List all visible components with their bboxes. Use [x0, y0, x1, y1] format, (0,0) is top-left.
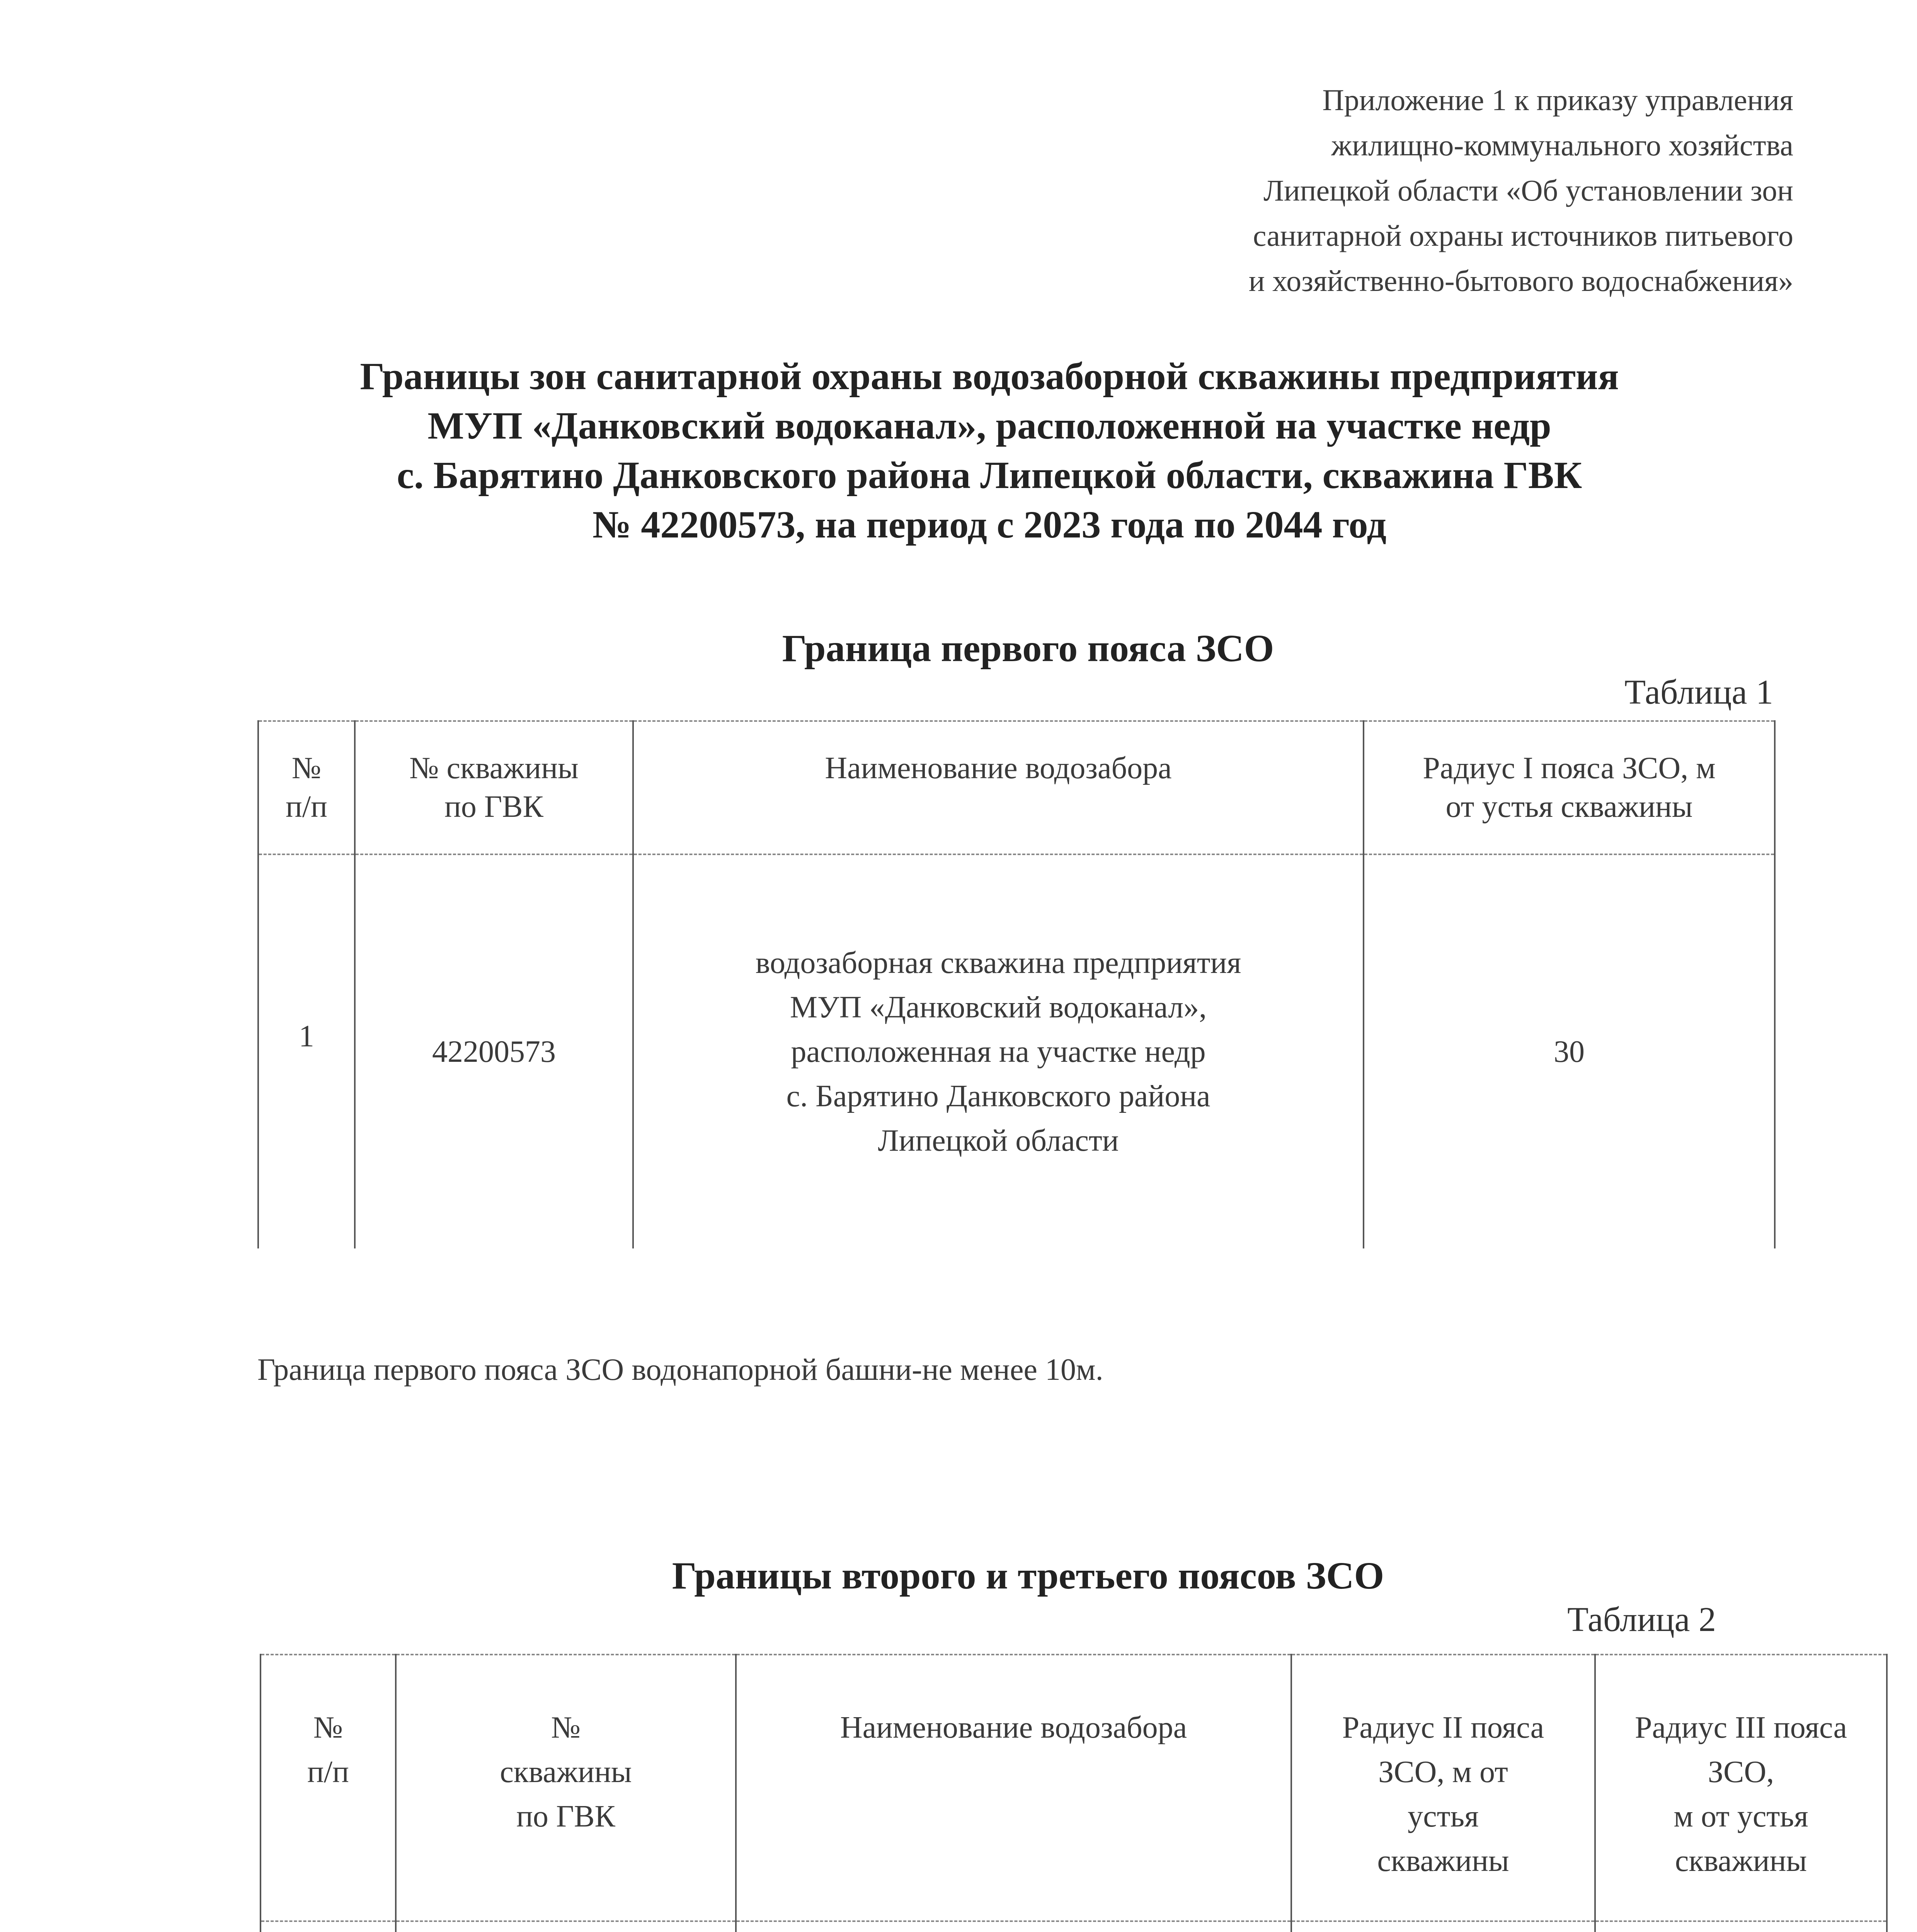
- table2-section-title: Границы второго и третьего поясов ЗСО: [672, 1554, 1384, 1597]
- document-title: [216, 352, 1762, 549]
- title-line: МУП «Данковский водоканал», расположенной на участке недр: [427, 404, 1551, 447]
- row-name: водозаборная скважина предприятия МУП «Данковский водоканал», расположенная на участке недр с. Барятино Данковского района Липецкой области: [633, 854, 1364, 1248]
- header-num: № п/п: [258, 721, 355, 854]
- appendix-line: жилищно-коммунального хозяйства: [1331, 128, 1793, 162]
- header-name: Наименование водозабора: [633, 721, 1364, 854]
- row-well: [396, 1921, 736, 1932]
- table1-section-title: Граница первого пояса ЗСО: [782, 627, 1274, 670]
- appendix-reference: [788, 77, 1793, 303]
- row-name: [736, 1921, 1291, 1932]
- row-num: [260, 1921, 396, 1932]
- title-line: с. Барятино Данковского района Липецкой области, скважина ГВК: [397, 454, 1582, 497]
- row-radius: 30: [1364, 854, 1775, 1248]
- row-radius3: [1595, 1921, 1887, 1932]
- header-well: № скважины по ГВК: [355, 721, 633, 854]
- table-row: [260, 1921, 1887, 1932]
- title-line: № 42200573, на период с 2023 года по 2044 год: [592, 503, 1387, 546]
- table-row: [258, 854, 1775, 1248]
- zone1-table: [257, 720, 1776, 1248]
- zone2-3-table: [260, 1654, 1888, 1932]
- row-num: 1: [258, 854, 355, 1248]
- table1-label: Таблица 1: [1624, 673, 1773, 711]
- appendix-line: санитарной охраны источников питьевого: [1253, 219, 1793, 252]
- header-radius3: Радиус III пояса ЗСО, м от устья скважины: [1595, 1655, 1887, 1921]
- title-line: Границы зон санитарной охраны водозаборной скважины предприятия: [360, 355, 1619, 398]
- header-radius: Радиус I пояса ЗСО, м от устья скважины: [1364, 721, 1775, 854]
- table-header-row: [260, 1655, 1887, 1921]
- row-radius2: [1291, 1921, 1595, 1932]
- table-header-row: [258, 721, 1775, 854]
- header-name: Наименование водозабора: [736, 1655, 1291, 1921]
- table2-label: Таблица 2: [1567, 1600, 1716, 1639]
- appendix-line: и хозяйственно-бытового водоснабжения»: [1248, 264, 1793, 298]
- appendix-line: Приложение 1 к приказу управления: [1322, 83, 1793, 117]
- row-well: 42200573: [355, 854, 633, 1248]
- header-radius2: Радиус II пояса ЗСО, м от устья скважины: [1291, 1655, 1595, 1921]
- header-well: № скважины по ГВК: [396, 1655, 736, 1921]
- appendix-line: Липецкой области «Об установлении зон: [1263, 173, 1793, 207]
- header-num: № п/п: [260, 1655, 396, 1921]
- zone1-note: Граница первого пояса ЗСО водонапорной башни-не менее 10м.: [257, 1353, 1103, 1387]
